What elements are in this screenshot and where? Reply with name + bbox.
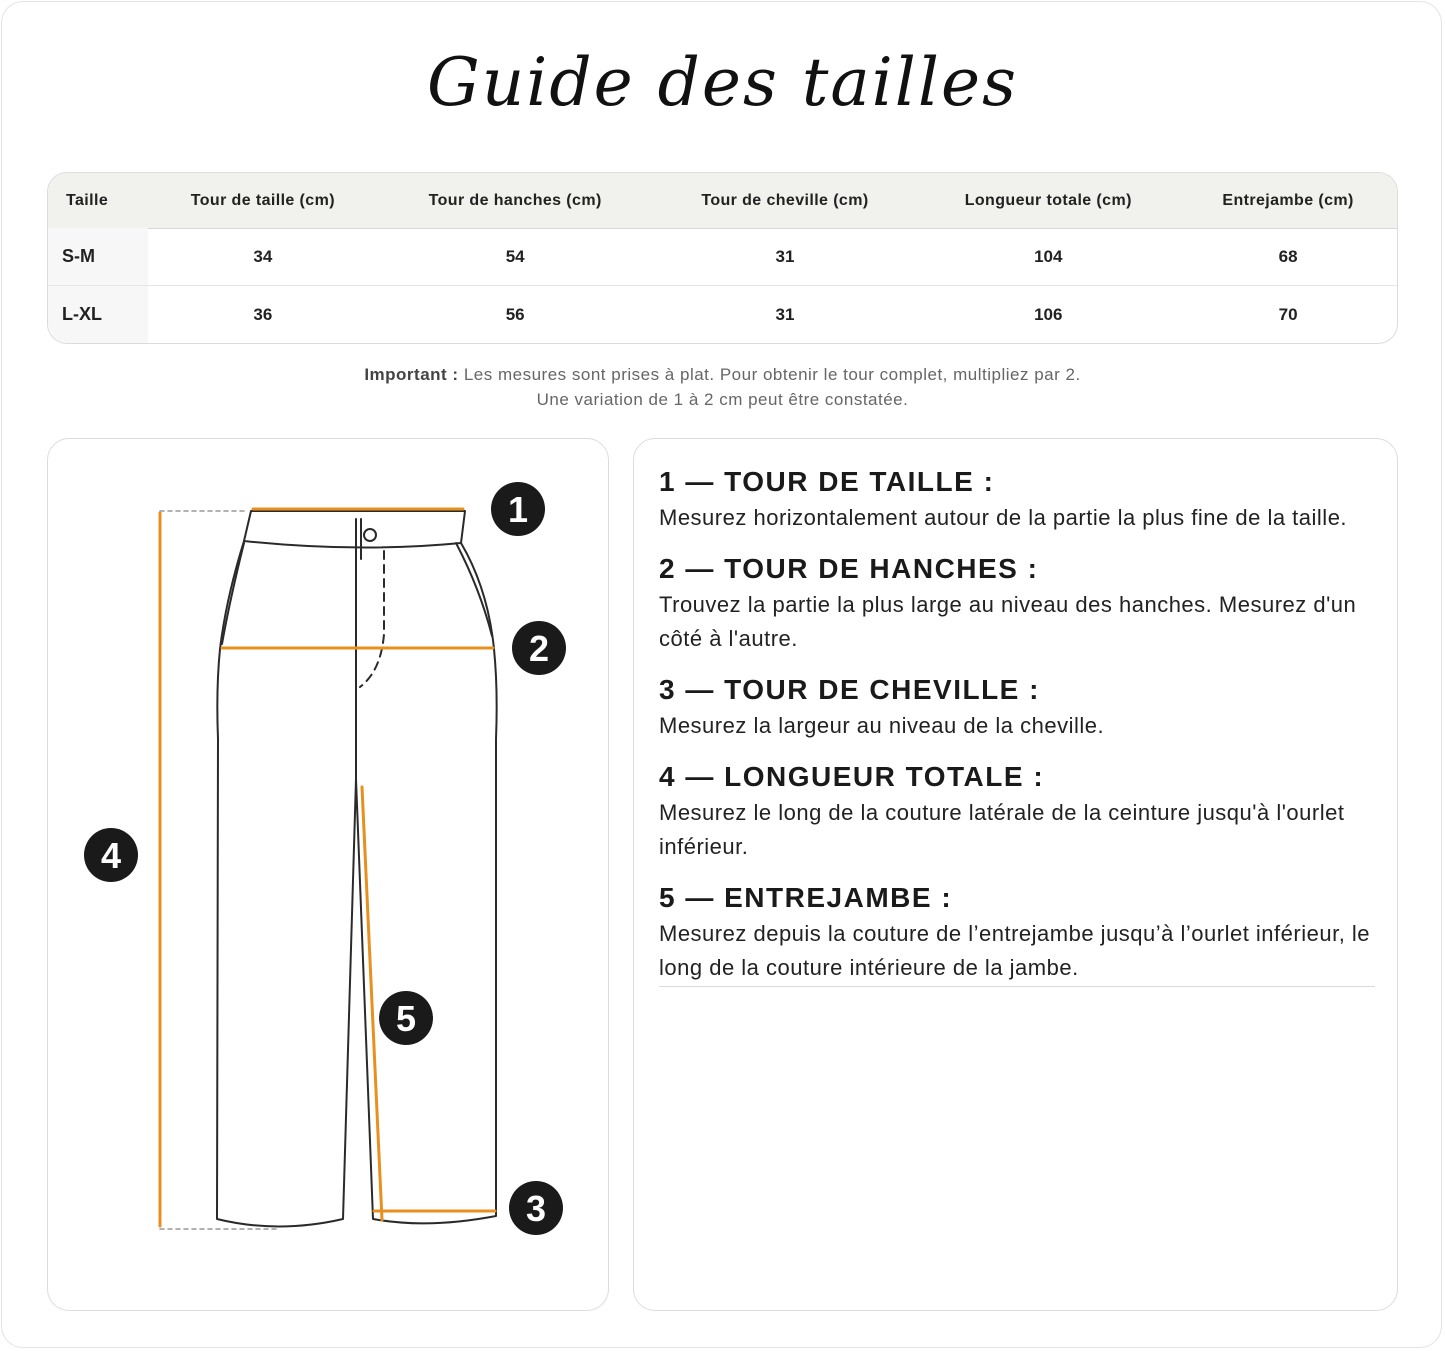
table-header-row bbox=[48, 173, 1397, 229]
marker-2 bbox=[512, 621, 566, 675]
instructions-list bbox=[659, 463, 1377, 987]
table-cell: 104 bbox=[1034, 246, 1063, 266]
diagram-panel bbox=[47, 438, 609, 1311]
marker-1 bbox=[491, 482, 545, 536]
marker-1-label: 1 bbox=[507, 489, 529, 530]
table-cell: 34 bbox=[253, 246, 273, 266]
measure-lines bbox=[160, 509, 495, 1226]
marker-3-label: 3 bbox=[525, 1188, 547, 1229]
instruction-text: Mesurez depuis la couture de l’entrejambe jusqu’à l’ourlet inférieur, le long de la couture intérieure de la jambe. bbox=[659, 921, 1371, 980]
note-line-2: Une variation de 1 à 2 cm peut être constatée. bbox=[536, 390, 909, 409]
instruction-heading: 3 — TOUR DE CHEVILLE : bbox=[659, 674, 1040, 705]
marker-2-label: 2 bbox=[528, 628, 550, 669]
instruction-item bbox=[659, 758, 1377, 864]
table-cell: 31 bbox=[775, 246, 795, 266]
instruction-item bbox=[659, 671, 1377, 743]
marker-3 bbox=[509, 1181, 563, 1235]
table-cell: 56 bbox=[505, 304, 525, 324]
header-cell: Taille bbox=[66, 191, 109, 209]
pants-diagram bbox=[48, 439, 610, 1312]
marker-4-label: 4 bbox=[100, 835, 122, 876]
divider bbox=[659, 986, 1375, 987]
page-title: Guide des tailles bbox=[427, 44, 1018, 121]
important-note bbox=[0, 362, 1445, 412]
header-cell: Longueur totale (cm) bbox=[964, 191, 1132, 209]
instruction-heading: 1 — TOUR DE TAILLE : bbox=[659, 466, 995, 497]
table-row bbox=[48, 286, 1397, 343]
header-cell: Tour de cheville (cm) bbox=[701, 191, 869, 209]
pants-outline bbox=[160, 511, 497, 1229]
header-cell: Tour de taille (cm) bbox=[190, 191, 335, 209]
note-line-1: Les mesures sont prises à plat. Pour obtenir le tour complet, multipliez par 2. bbox=[463, 365, 1081, 384]
instruction-heading: 2 — TOUR DE HANCHES : bbox=[659, 553, 1039, 584]
instruction-item bbox=[659, 463, 1377, 535]
table-cell: 36 bbox=[253, 304, 273, 324]
header-cell: Entrejambe (cm) bbox=[1222, 191, 1354, 209]
instruction-text: Trouvez la partie la plus large au niveau des hanches. Mesurez d'un côté à l'autre. bbox=[659, 592, 1357, 651]
instruction-item bbox=[659, 550, 1377, 656]
instruction-text: Mesurez horizontalement autour de la partie la plus fine de la taille. bbox=[659, 505, 1348, 530]
instructions-panel bbox=[633, 438, 1398, 1311]
marker-5-label: 5 bbox=[395, 998, 417, 1039]
table-row bbox=[48, 228, 1397, 286]
instruction-text: Mesurez le long de la couture latérale de la ceinture jusqu'à l'ourlet inférieur. bbox=[659, 800, 1345, 859]
table-cell: 70 bbox=[1278, 304, 1298, 324]
instruction-heading: 5 — ENTREJAMBE : bbox=[659, 882, 953, 913]
marker-5 bbox=[379, 991, 433, 1045]
table-cell: 106 bbox=[1034, 304, 1063, 324]
size-label: L-XL bbox=[48, 286, 148, 343]
size-label: S-M bbox=[48, 228, 148, 285]
instruction-heading: 4 — LONGUEUR TOTALE : bbox=[659, 761, 1045, 792]
table-cell: 31 bbox=[775, 304, 795, 324]
instruction-text: Mesurez la largeur au niveau de la cheville. bbox=[659, 713, 1105, 738]
note-label: Important : bbox=[364, 365, 459, 384]
size-table bbox=[47, 172, 1398, 344]
table-cell: 68 bbox=[1278, 246, 1298, 266]
table-cell: 54 bbox=[505, 246, 525, 266]
instruction-item bbox=[659, 879, 1377, 985]
marker-4 bbox=[84, 828, 138, 882]
header-cell: Tour de hanches (cm) bbox=[428, 191, 602, 209]
